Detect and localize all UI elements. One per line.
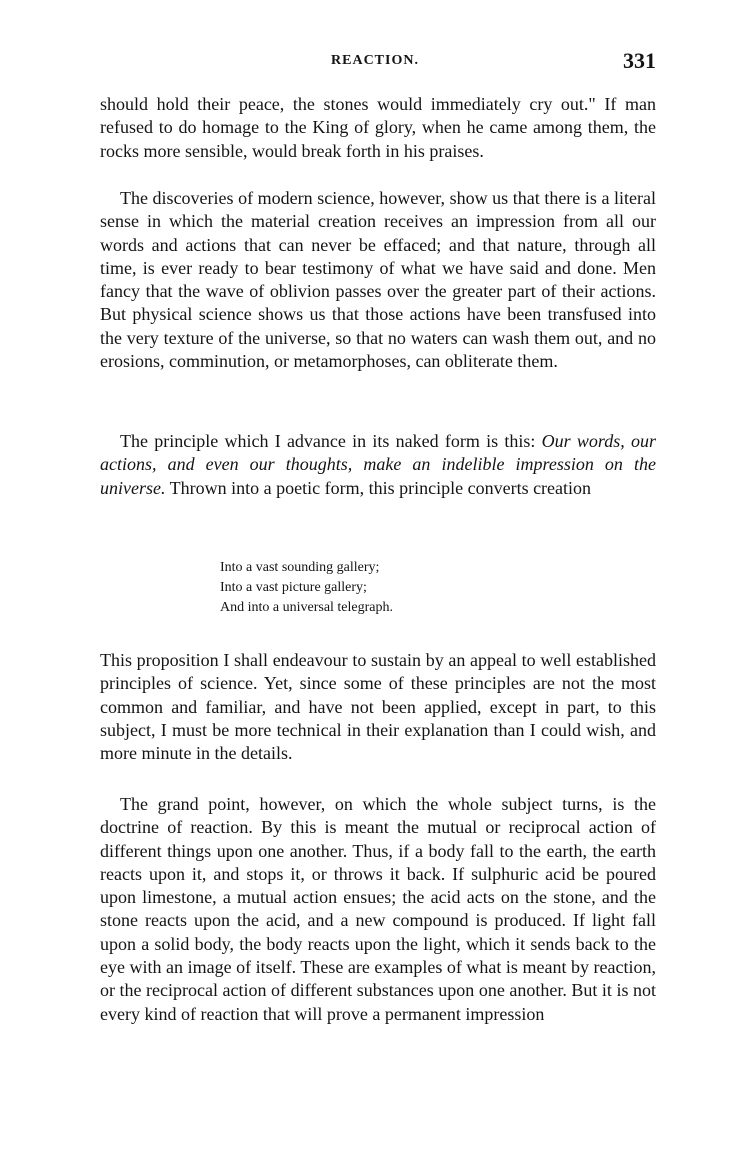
paragraph-2: The discoveries of modern science, however, show us that there is a literal sense in which the material creation receives an impression from all our words and actions that can never be effaced; and that nature, through all time, is ever ready to bear testimony of what we have said and done. Men fancy that the wave of oblivion passes over the greater part of their actions. But physical science shows us that those actions have been transfused into the very texture of the universe, so that no waters can wash them out, and no erosions, comminution, or metamorphoses, can obliterate them.: [100, 188, 656, 372]
verse-line: Into a vast sounding gallery;: [220, 560, 380, 575]
paragraph-5: The grand point, however, on which the whole subject turns, is the doctrine of reaction. By this is meant the mutual or reciprocal action of different things upon one another. Thus, if a body fall to the earth, the earth reacts upon it, and stops it, or throws it back. If sulphuric acid be poured upon limestone, a mutual action ensues; the acid acts on the stone, and the stone reacts upon the acid, and a new compound is produced. If light fall upon a solid body, the body reacts upon the light, which it sends back to the eye with an image of itself. These are examples of what is meant by reaction, or the reciprocal action of different substances upon one another. But it is not every kind of reaction that will prove a permanent impression: [100, 794, 656, 1024]
paragraph-3-italic-principle: Our words, our actions, and even our thoughts, make an indelible impression on the universe.: [100, 431, 656, 498]
paragraph-1: should hold their peace, the stones would immediately cry out." If man refused to do homage to the King of glory, when he came among them, the rocks more sensible, would break forth in his praises.: [100, 94, 656, 161]
paragraph-3-text-end: Thrown into a poetic form, this principle converts creation: [165, 477, 592, 498]
page-number: 331: [623, 48, 656, 73]
verse-line: Into a vast picture gallery;: [220, 580, 367, 595]
paragraph-4: This proposition I shall endeavour to sustain by an appeal to well established principles of science. Yet, since some of these principles are not the most common and familiar, and have not been applied, except in part, to this subject, I must be more technical in their explanation than I could wish, and more minute in the details.: [100, 650, 656, 764]
paragraph-3: [100, 430, 656, 500]
verse-line: And into a universal telegraph.: [220, 600, 394, 615]
verse-quotation: [220, 558, 393, 618]
running-head: REACTION.: [331, 53, 419, 68]
paragraph-3-text-start: The principle which I advance in its naked form is this:: [120, 431, 542, 451]
